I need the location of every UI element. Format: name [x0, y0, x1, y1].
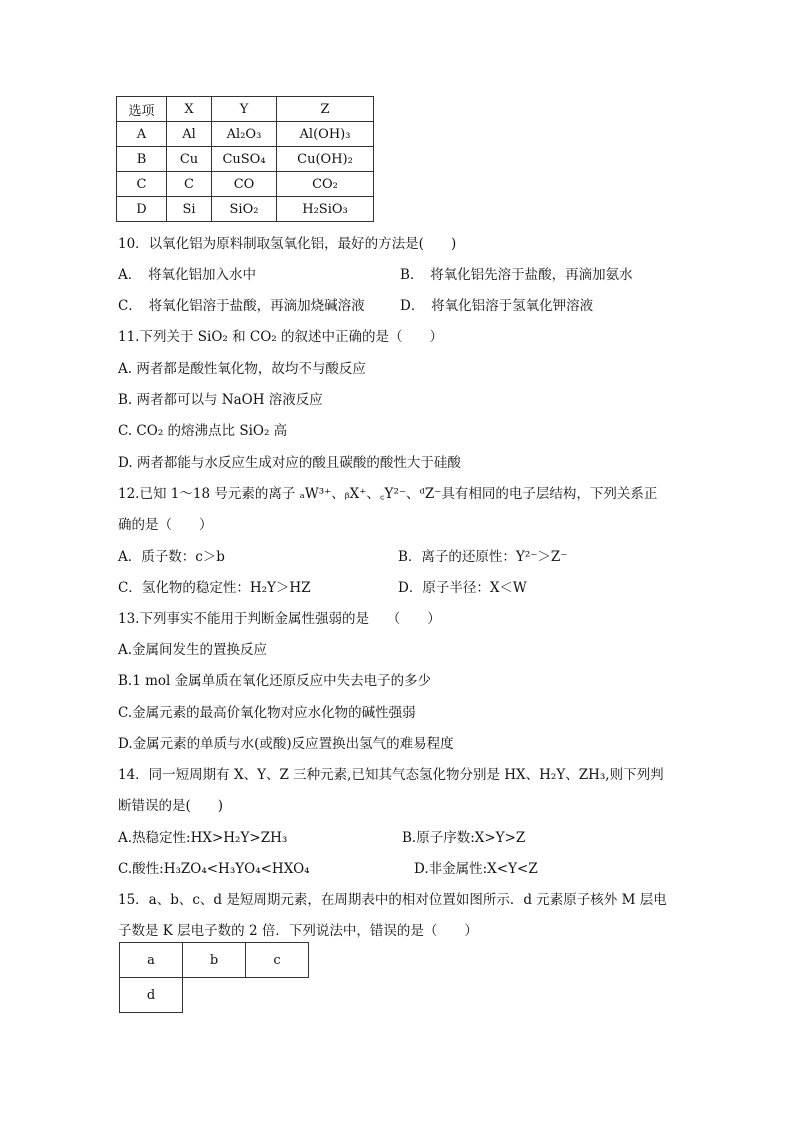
question-11-option-d: D. 两者都能与水反应生成对应的酸且碳酸的酸性大于硅酸	[118, 455, 461, 471]
question-11-option-c: C. CO₂ 的熔沸点比 SiO₂ 高	[118, 423, 288, 439]
grid-cell: d	[120, 978, 183, 1013]
table-cell: X	[167, 97, 212, 122]
table-row	[117, 197, 374, 222]
question-14-option-a: A.热稳定性:HX>H₂Y>ZH₃	[118, 830, 288, 846]
question-12-stem-line1: 12.已知 1～18 号元素的离子 ₐW³⁺、ᵦX⁺、꜀Y²⁻、ᵈZ⁻具有相同的电子层结构，下列关系正	[118, 486, 658, 502]
table-cell: D	[117, 197, 167, 222]
question-12-option-d: D．原子半径：X＜W	[398, 580, 527, 596]
table-cell: Al₂O₃	[212, 122, 277, 147]
table-cell: C	[167, 172, 212, 197]
question-13-stem: 13.下列事实不能用于判断金属性强弱的是 （ ）	[118, 611, 441, 627]
table-cell: 选项	[117, 97, 167, 122]
table-row	[117, 122, 374, 147]
table-cell: C	[117, 172, 167, 197]
table-cell: CuSO₄	[212, 147, 277, 172]
question-10-option-c: C． 将氧化铝溶于盐酸，再滴加烧碱溶液	[118, 298, 365, 314]
grid-cell: c	[246, 943, 309, 978]
table-cell: B	[117, 147, 167, 172]
question-10-option-b: B． 将氧化铝先溶于盐酸，再滴加氨水	[400, 267, 633, 283]
question-13-option-d: D.金属元素的单质与水(或酸)反应置换出氢气的难易程度	[118, 736, 454, 752]
table-cell: A	[117, 122, 167, 147]
table-cell: Y	[212, 97, 277, 122]
question-10-stem: 10．以氧化铝为原料制取氢氧化铝，最好的方法是( )	[118, 236, 457, 252]
question-11-option-a: A. 两者都是酸性氧化物，故均不与酸反应	[118, 361, 366, 377]
grid-empty-cell	[183, 978, 246, 1013]
question-10-option-a: A． 将氧化铝加入水中	[118, 267, 256, 283]
question-14-option-d: D.非金属性:X<Y<Z	[414, 861, 538, 877]
table-cell: Z	[277, 97, 374, 122]
options-table	[116, 96, 374, 222]
table-header-row	[117, 97, 374, 122]
question-10-option-d: D． 将氧化铝溶于氢氧化钾溶液	[400, 298, 594, 314]
question-15-stem-line2: 子数是 K 层电子数的 2 倍．下列说法中，错误的是（ ）	[118, 923, 478, 939]
question-14-stem-line1: 14．同一短周期有 X、Y、Z 三种元素,已知其气态氢化物分别是 HX、H₂Y、ZH₃,则下列判	[118, 767, 664, 783]
question-14-option-b: B.原子序数:X>Y>Z	[402, 830, 526, 846]
grid-row	[120, 978, 309, 1013]
question-13-option-b: B.1 mol 金属单质在氧化还原反应中失去电子的多少	[118, 673, 432, 689]
question-14-option-c: C.酸性:H₃ZO₄<H₃YO₄<HXO₄	[118, 861, 310, 877]
question-12-option-a: A．质子数：c＞b	[118, 549, 225, 565]
table-cell: H₂SiO₃	[277, 197, 374, 222]
grid-cell: b	[183, 943, 246, 978]
table-cell: CO	[212, 172, 277, 197]
grid-cell: a	[120, 943, 183, 978]
question-13-option-a: A.金属间发生的置换反应	[118, 642, 268, 658]
question-11-option-b: B. 两者都可以与 NaOH 溶液反应	[118, 392, 323, 408]
periodic-position-grid	[119, 942, 309, 1013]
grid-empty-cell	[246, 978, 309, 1013]
table-cell: SiO₂	[212, 197, 277, 222]
table-cell: Al	[167, 122, 212, 147]
table-row	[117, 172, 374, 197]
table-cell: CO₂	[277, 172, 374, 197]
question-12-stem-line2: 确的是（ ）	[118, 517, 213, 533]
table-cell: Si	[167, 197, 212, 222]
question-13-option-c: C.金属元素的最高价氧化物对应水化物的碱性强弱	[118, 705, 416, 721]
question-11-stem: 11.下列关于 SiO₂ 和 CO₂ 的叙述中正确的是（ ）	[118, 329, 443, 345]
question-15-stem-line1: 15．a、b、c、d 是短周期元素，在周期表中的相对位置如图所示．d 元素原子核外 M 层电	[118, 892, 667, 908]
table-cell: Al(OH)₃	[277, 122, 374, 147]
grid-row	[120, 943, 309, 978]
table-cell: Cu(OH)₂	[277, 147, 374, 172]
table-row	[117, 147, 374, 172]
question-12-option-b: B．离子的还原性：Y²⁻＞Z⁻	[398, 549, 568, 565]
table-cell: Cu	[167, 147, 212, 172]
question-12-option-c: C．氢化物的稳定性：H₂Y＞HZ	[118, 580, 311, 596]
question-14-stem-line2: 断错误的是( )	[118, 798, 224, 814]
